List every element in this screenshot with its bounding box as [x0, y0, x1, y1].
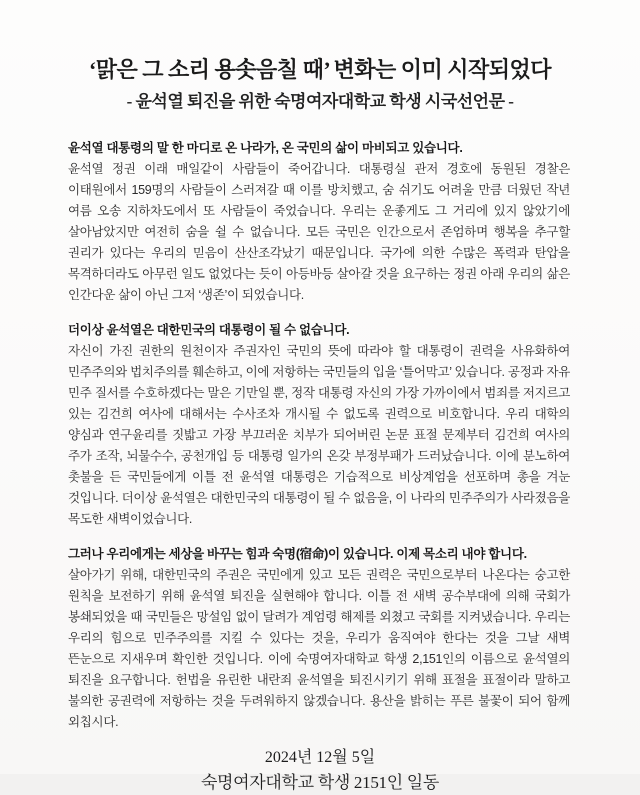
document-signature: 숙명여자대학교 학생 2151인 일동: [200, 773, 440, 792]
document-date: 2024년 12월 5일: [264, 749, 376, 766]
section-heading: 그러나 우리에게는 세상을 바꾸는 힘과 숙명(宿命)이 있습니다. 이제 목소리 내야 합니다.: [68, 547, 527, 561]
document-body: [68, 138, 570, 733]
section-paralyzed-nation: [68, 138, 570, 306]
document-subtitle: - 윤석열 퇴진을 위한 숙명여자대학교 학생 시국선언문 -: [126, 92, 514, 111]
section-heading: 윤석열 대통령의 말 한 마디로 온 나라가, 온 국민의 삶이 마비되고 있습니다.: [68, 141, 463, 155]
section-body-text: 자신이 가진 권한의 원천이자 주권자인 국민의 뜻에 따라야 할 대통령이 권력을 사유화하여 민주주의와 법치주의를 훼손하고, 이에 저항하는 국민들의 입을 ‘틀어막고’ 있습니다. 공정과 자유 민주 질서를 수호하겠다는 말은 기만일 뿐, 정작 대통령 자신의 가장 가까이에서 범죄를 저지르고 있는 김건희 여사에 대해서는 수사조차 개시될 수 없도록 권력으로 비호합니다. 우리 대학의 양심과 연구윤리를 짓밟고 가장 부끄러운 치부가 되어버린 논문 표절 문제부터 김건희 여사의 주가 조작, 뇌물수수, 공천개입 등 대통령 일가의 온갖 부정부패가 드러났습니다. 이에 분노하여 촛불을 든 국민들에게 이틀 전 윤석열 대통령은 기습적으로 비상계엄을 선포하며 총을 겨눈 것입니다. 더이상 윤석열은 대한민국의 대통령이 될 수 없음을, 이 나라의 민주주의가 사라졌음을 목도한 새벽이었습니다.: [68, 344, 570, 526]
document-footer: [0, 747, 640, 795]
section-heading: 더이상 윤석열은 대한민국의 대통령이 될 수 없습니다.: [68, 323, 350, 337]
section-body-text: 윤석열 정권 이래 매일같이 사람들이 죽어갑니다. 대통령실 관저 경호에 동원된 경찰은 이태원에서 159명의 사람들이 스러져갈 때 이를 방치했고, 숨 쉬기도 어려울 만큼 더웠던 작년 여름 오송 지하차도에서 또 사람들이 죽었습니다. 우리는 운좋게도 그 거리에 있지 않았기에 살아남았지만 여전히 숨을 쉴 수 없습니다. 모든 국민은 인간으로서 존엄하며 행복을 추구할 권리가 있다는 우리의 믿음이 산산조각났기 때문입니다. 국가에 의한 수많은 폭력과 탄압을 목격하더라도 아무런 일도 없었다는 듯이 아등바등 살아갈 것을 요구하는 정권 아래 우리의 삶은 인간다운 삶이 아닌 그저 ‘생존’이 되었습니다.: [68, 162, 570, 302]
section-no-longer-president: [68, 320, 570, 530]
section-body-text: 살아가기 위해, 대한민국의 주권은 국민에게 있고 모든 권력은 국민으로부터 나온다는 숭고한 원칙을 보전하기 위해 윤석열 퇴진을 실현해야 합니다. 이틀 전 새벽 공수부대에 의해 국회가 봉쇄되었을 때 국민들은 망설임 없이 달려가 계엄령 해제를 외쳤고 국회를 지켜냈습니다. 우리는 우리의 힘으로 민주주의를 지킬 수 있다는 것을, 우리가 움직여야 한다는 것을 그날 새벽 뜬눈으로 지새우며 확인한 것입니다. 이에 숙명여자대학교 학생 2,151인의 이름으로 윤석열의 퇴진을 요구합니다. 헌법을 유린한 내란죄 윤석열을 퇴진시키기 위해 표절을 표절이라 말하고 불의한 공권력에 저항하는 것을 두려워하지 않겠습니다. 용산을 밝히는 푸른 불꽃이 되어 함께 외칩시다.: [68, 568, 570, 729]
document-title: ‘맑은 그 소리 용솟음칠 때’ 변화는 이미 시작되었다: [88, 57, 552, 82]
section-raise-our-voice: [68, 544, 570, 733]
